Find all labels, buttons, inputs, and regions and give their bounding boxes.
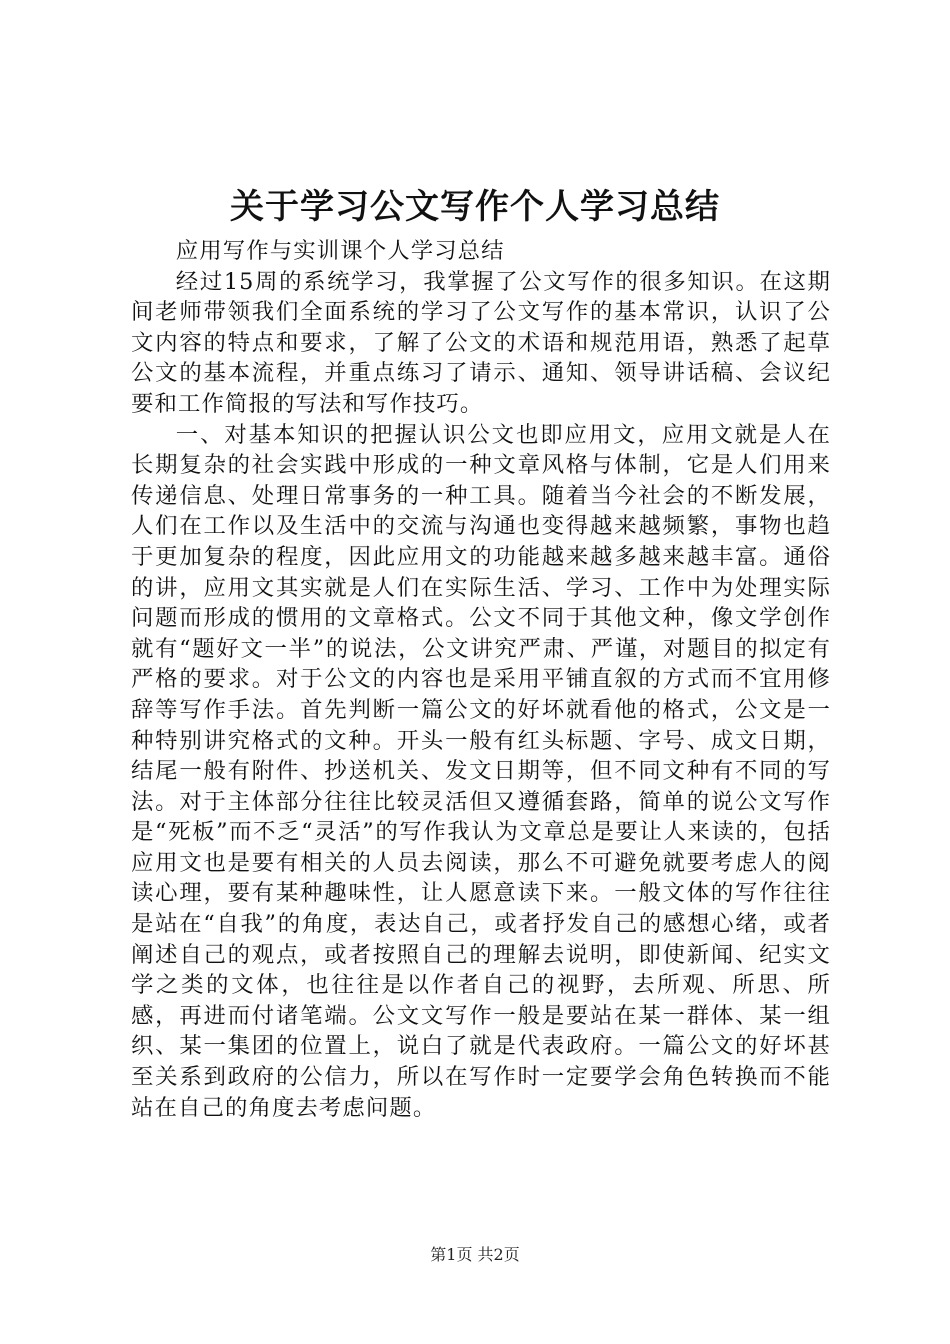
document-title: 关于学习公文写作个人学习总结 <box>230 187 720 227</box>
document-body <box>131 236 831 1123</box>
paragraph-intro: 经过15周的系统学习，我掌握了公文写作的很多知识。在这期间老师带领我们全面系统的学习了公文写作的基本常识，认识了公文内容的特点和要求，了解了公文的术语和规范用语，熟悉了起草公文的基本流程，并重点练习了请示、通知、领导讲话稿、会议纪要和工作简报的写法和写作技巧。 <box>131 268 831 417</box>
page-number-footer: 第1页 共2页 <box>430 1245 520 1264</box>
paragraph-section-one: 一、对基本知识的把握认识公文也即应用文，应用文就是人在长期复杂的社会实践中形成的一种文章风格与体制，它是人们用来传递信息、处理日常事务的一种工具。随着当今社会的不断发展，人们在工作以及生活中的交流与沟通也变得越来越频繁，事物也趋于更加复杂的程度，因此应用文的功能越来越多越来越丰富。通俗的讲，应用文其实就是人们在实际生活、学习、工作中为处理实际问题而形成的惯用的文章格式。公文不同于其他文种，像文学创作就有“题好文一半”的说法，公文讲究严肃、严谨，对题目的拟定有严格的要求。对于公文的内容也是采用平铺直叙的方式而不宜用修辞等写作手法。首先判断一篇公文的好坏就看他的格式，公文是一种特别讲究格式的文种。开头一般有红头标题、字号、成文日期，结尾一般有附件、抄送机关、发文日期等，但不同文种有不同的写法。对于主体部分往往比较灵活但又遵循套路，简单的说公文写作是“死板”而不乏“灵活”的写作我认为文章总是要让人来读的，包括应用文也是要有相关的人员去阅读，那么不可避免就要考虑人的阅读心理，要有某种趣味性，让人愿意读下来。一般文体的写作往往是站在“自我”的角度，表达自己，或者抒发自己的感想心绪，或者阐述自己的观点，或者按照自己的理解去说明，即使新闻、纪实文学之类的文体，也往往是以作者自己的视野，去所观、所思、所感，再进而付诸笔端。公文文写作一般是要站在某一群体、某一组织、某一集团的位置上，说白了就是代表政府。一篇公文的好坏甚至关系到政府的公信力，所以在写作时一定要学会角色转换而不能站在自己的角度去考虑问题。 <box>131 421 831 1121</box>
paragraph-subtitle: 应用写作与实训课个人学习总结 <box>175 238 505 264</box>
